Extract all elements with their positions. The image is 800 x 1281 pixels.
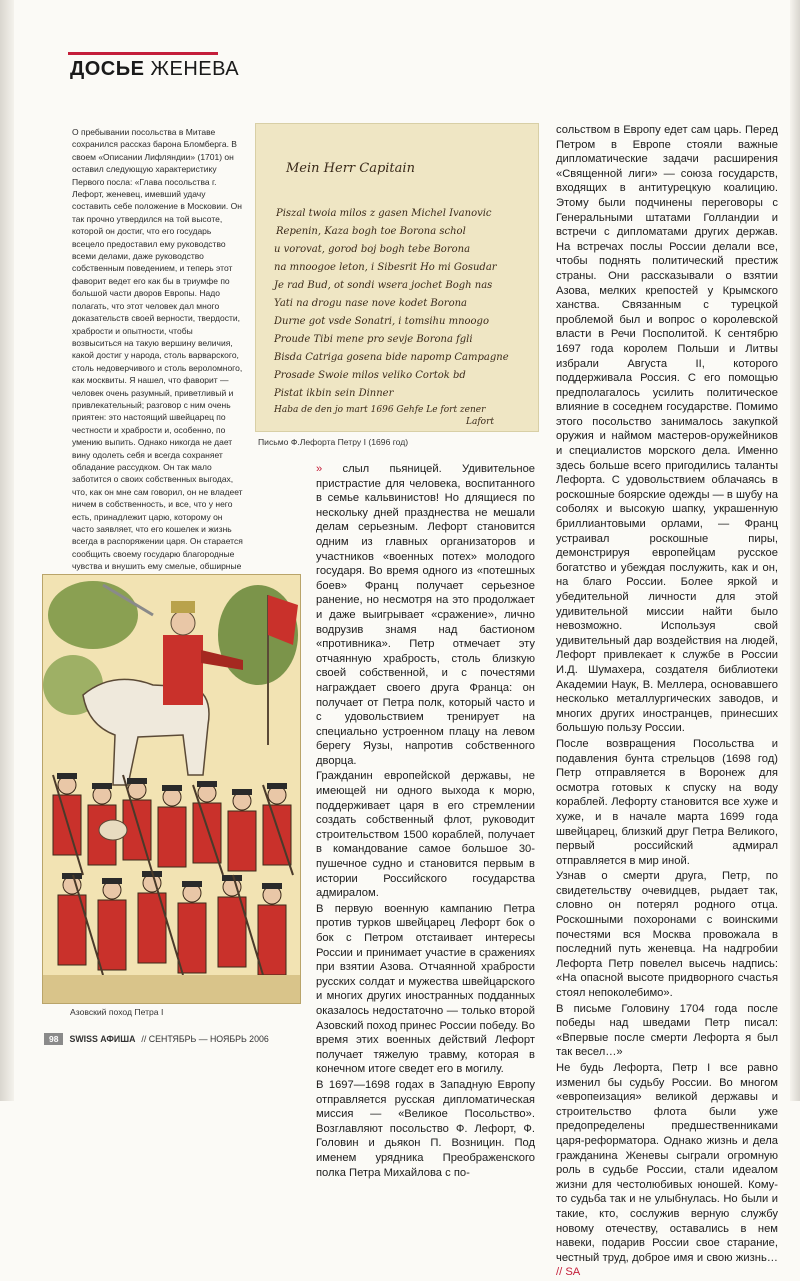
magazine-name: SWISS АФИША [69,1034,136,1044]
continued-marker: » [316,463,323,475]
right-column [556,123,778,1281]
handwriting-line: Durne got vsde Sonatri, i tomsihu mnoogo [274,316,489,327]
middle-column [316,462,535,1181]
letter-caption: Письмо Ф.Лефорта Петру I (1696 год) [258,437,409,447]
header-accent-rule [68,52,218,55]
letter-image [255,123,539,432]
middle-paragraph [316,462,535,768]
handwriting-line: Mein Herr Capitain [286,161,415,176]
author-signoff: // SA [556,1266,581,1279]
handwriting-line: Proude Tibi mene pro sevje Borona fgli [274,334,473,345]
right-paragraph: В письме Головину 1704 года после победы над шведами Петр писал: «Впервые после смерти Лефорта я был так весел…» [556,1002,778,1059]
handwriting-illustration [256,124,538,431]
middle-paragraph: В 1697—1698 годах в Западную Европу отправляется русская дипломатическая миссия — «Великое Посольство». Возглавляют посольство Ф. Лефорт, Ф. Головин и дьякон П. Возницин. Под именем урядника Преображенского полка Петра Михайлова с по- [316,1078,535,1179]
page-binding-shadow [0,0,14,1101]
handwriting-signature: Lafort [466,417,495,427]
middle-paragraph: В первую военную кампанию Петра против турков швейцарец Лефорт бок о бок с Петром отстаивает интересы России и принимает участие в сражениях при взятии Азова. Отчаянной храбрости русских солдат и мужества швейцарского и многих других иностранных подданных оказалось недостаточно — только второй Азовский поход принес России победу. Во время этих военных действий Лефорт получает тяжелую травму, которая в конечном итоге сведет его в могилу. [316,902,535,1076]
page-edge-right [790,0,800,1101]
right-paragraph: сольством в Европу едет сам царь. Перед Петром в Европе стояли важные дипломатические задачи расширения «Священной лиги» — союза государств, входящих в антитурецкую коалицию. Этому были подчинены переговоры с Генеральными штатами Голландии и встречи с дипломатами других держав. На встречах послы России делали все, чтобы поднять политический престиж страны. Они рассказывали о взятии Азова, мелких крепостей у Крымского ханства. Связанным с турецкой проблемой был и вопрос о королевской власти в Речи Посполитой. К сентябрю 1697 года королем Польши и Литвы избрали Августа II, которого поддерживала Россия. С его помощью предполагалось усилить политическое влияние в соседнем государстве. Помимо этого посольство занималось закупкой оружия и наймом мастеров-оружейников и специалистов морского дела. Именно здесь больше всего пригодились таланты Лефорта. С удовольствием облачаясь в роскошные боярские одежды — в шубу на соболях и высокую шапку, украшенную бриллиантовыми орлами, — Франц устраивал роскошные пиры, демонстрируя европейцам русское богатство и убеждая послужить, как и он, на благо России. Более яркой и убедительной личности для этой удивительной миссии найти было невозможно. Используя свой удивительный дар воздействия на людей, Лефорт привлекает к службе в России И.Д. Шумахера, создателя библиотеки Академии Наук, В. Меллера, основавшего несколько металлургических заводов, и многих других иностранцев, принесших большую пользу России. [556,124,778,735]
section-city: ЖЕНЕВА [150,58,240,80]
handwriting-line: Pistat ikbin sein Dinner [274,388,394,399]
section-label: ДОСЬЕ [70,58,145,80]
handwriting-line: Piszal twoia milos z gasen Michel Ivanovic [276,208,492,219]
right-paragraph-text: Не будь Лефорта, Петр I все равно изменил бы судьбу России. Во многом «европеизация» великой державы и строительство флота были уже предопределены предшественниками царя-реформатора. Однако жизнь и дела гражданина Женевы сыграли огромную роль в судьбе России, стали идеалом жизни для честолюбивых юношей. Кому-то судьба так и не улыбнулась. Но были и такие, кто, сослужив верную службу новому отечеству, оставались в нем навеки, подарив России свое старание, честный труд, доброе имя и свою жизнь… [556,1062,778,1264]
right-paragraph [556,1061,778,1280]
middle-paragraph: Гражданин европейской державы, не имеющей ни одного выхода к морю, поддерживает царя в его стремлении создать собственный флот, руководит строительством 1500 кораблей, получает в командование самое большое 30-пушечное судно и становится первым в истории Российского государства адмиралом. [316,770,535,900]
handwriting-line: u vorovat, gorod boj bogh tebe Borona [274,244,471,255]
handwriting-line: Haba de den jo mart 1696 Gehfe Le fort zener [274,405,486,415]
handwriting-line: Prosade Swoie milos veliko Cortok bd [274,370,466,381]
handwriting-line: na mnoogoe leton, i Sibesrit Ho mi Gosudar [274,262,497,273]
page-footer [44,1033,269,1045]
right-paragraph: После возвращения Посольства и подавления бунта стрельцов (1698 год) Петр отправляется в Воронеж для осмотра готовых к спуску на воду кораблей. Лефорту становится все хуже и хуже, и в начале марта 1699 года швейцарец, близкий друг Петра Великого, первый российский адмирал отправляется в мир иной. [556,737,778,867]
painting-caption: Азовский поход Петра I [70,1007,164,1017]
left-paragraph: О пребывании посольства в Митаве сохранился рассказ барона Бломберга. В своем «Описании Лифляндии» (1701) он оставил следующую характеристику Первого посла: «Глава посольства г. Лефорт, женевец, имевший удачу составить себе положение в Московии. Он так прочно утвердился на той высоте, которой он достиг, что его государь всецело предоставил ему руководство всеми делами, даже руководство собственным поведением, и теперь этот фаворит ведет его как бы в триумфе по большой части дворов Европы. Надо полагать, что этот человек дал много доказательств своей верности, твердости, храбрости и опытности, чтобы возвыситься на такую вершину величия, какой достиг у народа, столь варварского, столь недоверчивого и столь вероломного, как москвиты. Я нашел, что фаворит — человек очень разумный, приветливый и привлекательный; разговор с ним очень приятен: это настоящий швейцарец по честности и храбрости и, особенно, по умению выпить. Однако никогда не дает вину одолеть себя и всегда сохраняет обладание рассудком. Он так мало заботится о своих собственных выгодах, что, как он мне сам говорил, он не владеет ничем в собственность, и все, что у него есть, принадлежит царю, которому он часто заявляет, что его кошелек и жизнь всегда в распоряжении царя. Он старается сообщить своему государю благородные чувства и внушить ему смелые, обширные [72,127,243,572]
handwriting-line: Repenin, Kaza bogh toe Borona schol [276,226,466,237]
painting-illustration [43,575,300,1003]
section-title [70,58,239,81]
page-number: 98 [44,1033,63,1045]
issue-date: // СЕНТЯБРЬ — НОЯБРЬ 2006 [141,1034,269,1044]
right-paragraph: Узнав о смерти друга, Петр, по свидетельству очевидцев, рыдает так, словно он потерял родного отца. Роскошными похоронами с воинскими почестями вся Москва провожала в последний путь женевца. На надгробии Лефорта Петр повелел высечь надпись: «На опасной высоте придворного счастья стоял непоколебимо». [556,870,778,1000]
painting-image [42,574,301,1004]
handwriting-line: Bisda Catriga gosena bide napomp Campagne [274,352,509,363]
left-column [72,126,244,586]
handwriting-line: Yati na drogu nase nove kodet Borona [274,298,467,309]
middle-paragraph-text: слыл пьяницей. Удивительное пристрастие для человека, воспитанного в семье кальвинистов! Но длящиеся по нескольку дней празднества не мешали делам серьезным. Лефорт становится одним из главных организаторов и участников «военных потех» молодого государя. Во время одного из «потешных боев» Франц получает серьезное ранение, но несмотря на это продолжает и даже выигрывает «сражение», лично водрузив знамя над бастионом «противника». Петр отмечает эту отчаянную храбрость, столь близкую своей собственной, и с почестями награждает своего друга Франца: он получает от Петра полк, который часто и с удовольствием тренирует на специально устроенном плацу на левом берегу Яузы, напротив собственного дворца. [316,463,536,767]
handwriting-line: Je rad Bud, ot sondi wsera jochet Bogh nas [274,280,493,291]
